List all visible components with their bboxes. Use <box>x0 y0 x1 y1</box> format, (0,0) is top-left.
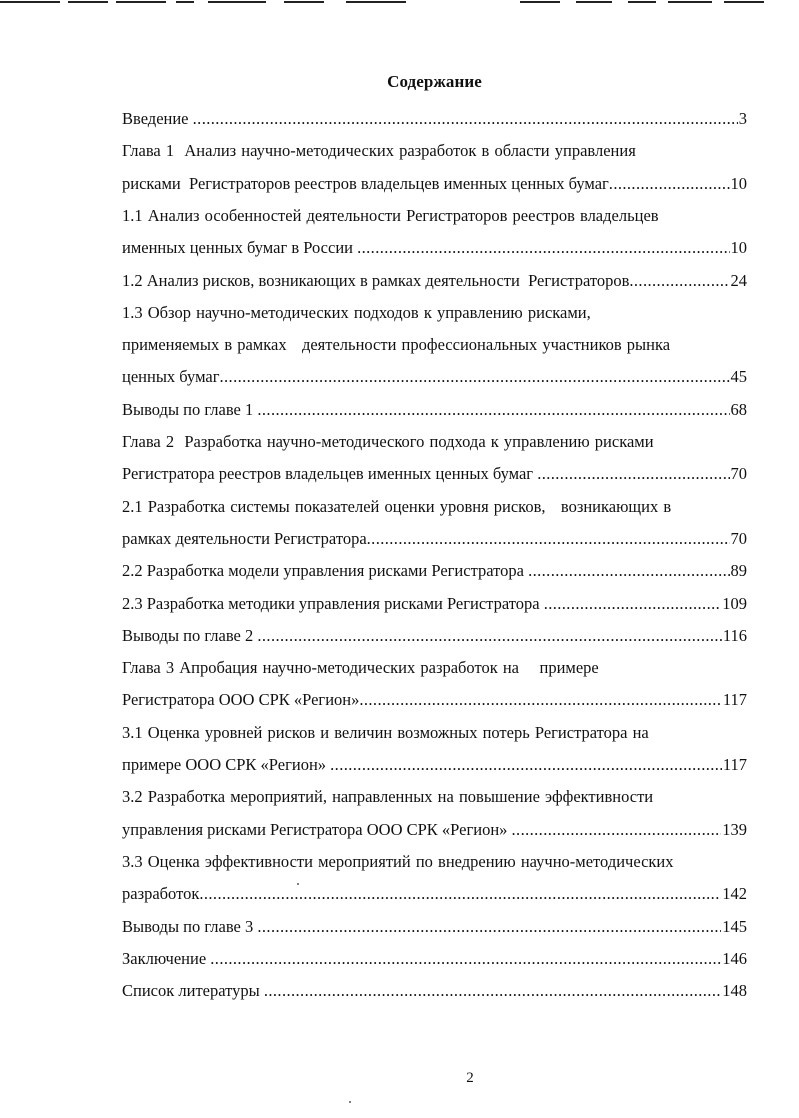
toc-entry <box>122 237 747 259</box>
toc-entry <box>122 916 747 938</box>
dot-leader <box>264 980 721 1002</box>
toc-entry-text: Выводы по главе 1 <box>122 399 258 419</box>
toc-entry <box>122 366 747 388</box>
toc-entry <box>122 657 747 679</box>
dot-leader <box>359 689 722 711</box>
toc-entry <box>122 560 747 582</box>
toc-entry-text: 2.3 Разработка методики управления рисками Регистратора <box>122 593 544 613</box>
toc-entry-page: 89 <box>730 561 747 581</box>
toc-entry-page: 146 <box>722 948 747 968</box>
toc-entry-text: 3.2 Разработка мероприятий, направленных на повышение эффективности <box>122 787 654 807</box>
toc-entry-text: именных ценных бумаг в России <box>122 238 358 258</box>
toc-entry <box>122 334 747 356</box>
toc-entry-page: 70 <box>730 464 747 484</box>
toc-entry-text: Глава 2 Разработка научно-методического подхода к управлению рисками <box>122 432 654 451</box>
toc-entry <box>122 722 747 744</box>
toc-entry <box>122 948 747 970</box>
dot-leader <box>257 625 721 647</box>
dot-leader <box>367 528 730 550</box>
toc-entry <box>122 819 747 841</box>
dot-leader <box>528 560 729 582</box>
toc-entry-text: Глава 3 Апробация научно-методических разработок на примере <box>122 658 599 678</box>
toc-entry <box>122 528 747 550</box>
toc-entry <box>122 851 747 873</box>
dot-leader <box>330 754 722 776</box>
toc-entry-page: 116 <box>722 625 747 645</box>
toc-entry <box>122 883 747 905</box>
dot-leader <box>193 108 738 130</box>
toc-entry-page: 10 <box>730 173 747 193</box>
toc-entry-page: 68 <box>730 399 747 419</box>
dot-leader <box>537 463 729 485</box>
toc-entry <box>122 754 747 776</box>
toc-entry-text: 2.2 Разработка модели управления рисками Регистратора <box>122 561 529 581</box>
toc-entry <box>122 399 747 421</box>
toc-entry-page: 148 <box>722 981 747 1001</box>
toc-entry-page: 70 <box>730 528 747 548</box>
toc-entry-text: 1.2 Анализ рисков, возникающих в рамках деятельности Регистраторов <box>122 270 630 290</box>
toc-entry <box>122 431 747 453</box>
toc-entry-text: 1.1 Анализ особенностей деятельности Регистраторов реестров владельцев <box>122 205 659 225</box>
toc-entry <box>122 593 747 615</box>
toc-entry <box>122 463 747 485</box>
toc-entry-page: 145 <box>722 916 747 936</box>
dot-leader <box>220 366 730 388</box>
toc-entry-text: Выводы по главе 2 <box>122 625 258 645</box>
toc-entry <box>122 625 747 647</box>
toc-entry-text: Глава 1 Анализ научно-методических разработок в области управления <box>122 141 636 161</box>
toc-title: Содержание <box>387 72 482 91</box>
dot-leader <box>257 399 729 421</box>
dot-leader <box>629 270 729 292</box>
toc-entry-text: примере ООО СРК «Регион» <box>122 755 331 774</box>
toc-entry-page: 117 <box>722 755 747 774</box>
dot-leader <box>357 237 729 259</box>
toc-entry-text: 2.1 Разработка системы показателей оценки уровня рисков, возникающих в <box>122 496 672 516</box>
toc-entry-text: Заключение <box>122 948 211 968</box>
toc-entry <box>122 140 747 162</box>
toc-entry <box>122 108 747 130</box>
toc-entry-text: рисками Регистраторов реестров владельцев именных ценных бумаг <box>122 173 609 193</box>
toc-entry <box>122 302 747 324</box>
toc-entry-text: Введение <box>122 109 193 128</box>
dot-leader <box>544 593 722 615</box>
toc-entry-page: 10 <box>730 238 747 258</box>
toc-entry-page: 139 <box>722 819 747 839</box>
page-number: 2 <box>466 1070 474 1086</box>
dot-leader <box>512 819 722 841</box>
toc-entry-text: Выводы по главе 3 <box>122 916 258 936</box>
toc-entry-page: 117 <box>722 690 747 710</box>
dot-leader <box>210 948 721 970</box>
toc-entry-text: применяемых в рамках деятельности профессиональных участников рынка <box>122 335 671 355</box>
toc-entry-page: 3 <box>738 109 747 128</box>
toc-entry <box>122 496 747 518</box>
toc-entry-page: 24 <box>730 270 747 290</box>
toc-entry-page: 142 <box>722 884 747 904</box>
toc-entry-text: 3.3 Оценка эффективности мероприятий по внедрению научно-методических <box>122 851 674 871</box>
toc-entry-text: 3.1 Оценка уровней рисков и величин возможных потерь Регистратора на <box>122 722 649 742</box>
toc-entry-page: 109 <box>722 593 747 613</box>
dot-leader <box>609 173 730 195</box>
toc-entry <box>122 980 747 1002</box>
dot-leader <box>199 883 721 905</box>
toc-entry-text: ценных бумаг <box>122 367 220 387</box>
toc-entry-text: 1.3 Обзор научно-методических подходов к управлению рисками, <box>122 302 591 322</box>
scan-top-edge <box>0 0 799 5</box>
toc-entry-text: рамках деятельности Регистратора <box>122 528 367 548</box>
toc-entry <box>122 173 747 195</box>
toc-entry <box>122 205 747 227</box>
toc-entry-page: 45 <box>730 367 747 387</box>
toc-entry-text: Регистратора реестров владельцев именных ценных бумаг <box>122 464 538 484</box>
toc-entry <box>122 270 747 292</box>
toc-entry <box>122 689 747 711</box>
toc-entry-text: управления рисками Регистратора ООО СРК «Регион» <box>122 819 512 839</box>
toc-entry-text: Регистратора ООО СРК «Регион» <box>122 690 360 710</box>
toc-entry-text: Список литературы <box>122 981 264 1001</box>
scan-speck <box>349 1101 351 1103</box>
toc-entry <box>122 786 747 808</box>
toc-entry-text: разработок <box>122 884 200 904</box>
scan-speck <box>297 883 299 885</box>
dot-leader <box>257 916 721 938</box>
